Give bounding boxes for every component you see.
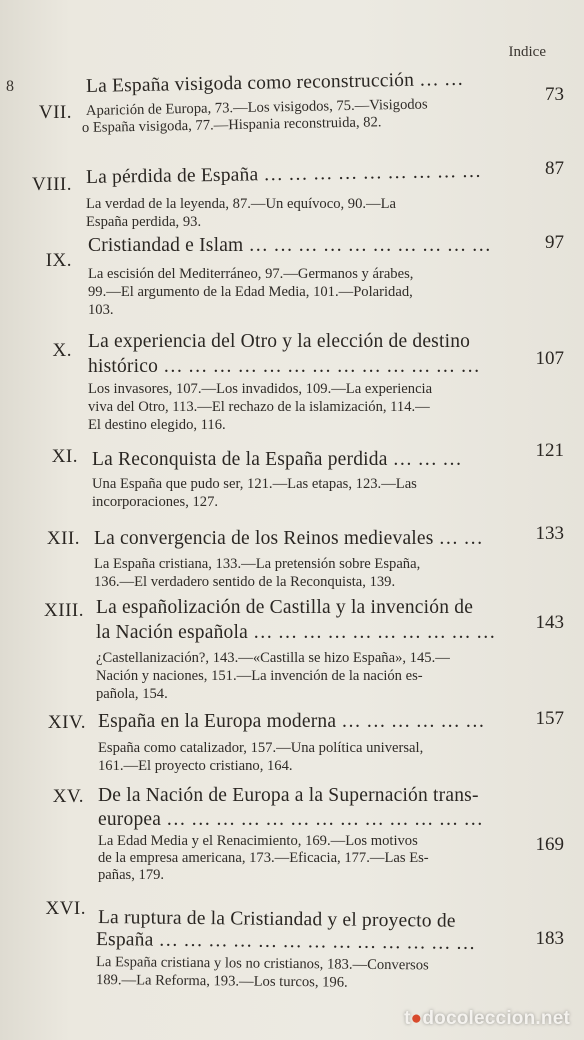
chapter-title: La España visigoda como reconstrucción … … — [85, 68, 464, 97]
chapter-summary-line: El destino elegido, 116. — [88, 417, 226, 433]
chapter-summary-line: Los invasores, 107.—Los invadidos, 109.—La experiencia — [88, 381, 433, 397]
chapter-number: IX. — [45, 250, 72, 271]
chapter-summary-line: 189.—La Reforma, 193.—Los turcos, 196. — [95, 972, 348, 991]
chapter-summary-line: 99.—El argumento de la Edad Media, 101.—Polaridad, — [88, 284, 413, 300]
chapter-summary-line: La verdad de la leyenda, 87.—Un equívoco, 90.—La — [86, 196, 397, 212]
header-index-label: Indice — [508, 44, 546, 60]
chapter-summary-line: España perdida, 93. — [86, 214, 202, 230]
chapter-page: 143 — [535, 612, 564, 633]
chapter-summary-line: España como catalizador, 157.—Una política universal, — [98, 740, 424, 756]
chapter-summary-line: incorporaciones, 127. — [92, 494, 219, 510]
chapter-title: De la Nación de Europa a la Supernación trans- — [98, 785, 479, 806]
chapter-page: 121 — [535, 440, 564, 461]
chapter-page: 73 — [545, 84, 564, 105]
chapter-title: La experiencia del Otro y la elección de destino — [88, 331, 471, 352]
chapter-summary-line: viva del Otro, 113.—El rechazo de la islamización, 114.— — [88, 399, 430, 415]
chapter-page: 107 — [535, 348, 564, 369]
chapter-title-continued: europea … … … … … … … … … … … … … — [98, 809, 484, 830]
chapter-number: VIII. — [32, 174, 72, 195]
chapter-title: La españolización de Castilla y la invención de — [96, 597, 474, 618]
chapter-title-continued: histórico … … … … … … … … … … … … … — [88, 356, 481, 377]
chapter-title: España en la Europa moderna … … … … … … — [98, 711, 485, 732]
chapter-page: 157 — [535, 708, 564, 729]
chapter-title: La ruptura de la Cristiandad y el proyecto de — [97, 907, 456, 932]
chapter-summary-line: La España cristiana, 133.—La pretensión sobre España, — [94, 556, 421, 572]
chapter-summary-line: de la empresa americana, 173.—Eficacia, 177.—Las Es- — [98, 850, 429, 866]
chapter-number: XI. — [51, 446, 78, 467]
chapter-title-continued: España … … … … … … … … … … … … … — [95, 929, 476, 954]
chapter-number: XIV. — [47, 712, 86, 733]
chapter-summary-line: 103. — [88, 302, 114, 318]
chapter-summary-line: Aparición de Europa, 73.—Los visigodos, 75.—Visigodos — [85, 96, 428, 119]
chapter-summary-line: ¿Castellanización?, 143.—«Castilla se hizo España», 145.— — [96, 650, 450, 666]
chapter-number: XIII. — [44, 600, 84, 621]
chapter-page: 183 — [535, 928, 564, 949]
chapter-summary-line: La Edad Media y el Renacimiento, 169.—Los motivos — [98, 833, 418, 849]
chapter-summary-line: La escisión del Mediterráneo, 97.—Germanos y árabes, — [88, 266, 414, 282]
chapter-number: XV. — [52, 786, 84, 807]
chapter-title: La Reconquista de la España perdida … … … — [92, 449, 462, 470]
chapter-summary-line: 136.—El verdadero sentido de la Reconquista, 139. — [94, 574, 396, 590]
chapter-title: La pérdida de España … … … … … … … … … — [85, 160, 482, 188]
chapter-summary-line: 161.—El proyecto cristiano, 164. — [98, 758, 293, 774]
chapter-page: 87 — [545, 158, 564, 179]
watermark-dot-icon: ● — [410, 1008, 423, 1029]
chapter-title-continued: la Nación española … … … … … … … … … … — [96, 622, 496, 643]
chapter-summary-line: o España visigoda, 77.—Hispania reconstruida, 82. — [81, 114, 382, 136]
chapter-summary-line: Una España que pudo ser, 121.—Las etapas, 123.—Las — [92, 476, 417, 492]
chapter-title: La convergencia de los Reinos medievales … … — [94, 528, 484, 549]
chapter-summary-line: pañola, 154. — [96, 686, 168, 702]
chapter-summary-line: pañas, 179. — [98, 867, 165, 883]
chapter-summary-line: Nación y naciones, 151.—La invención de la nación es- — [96, 668, 423, 684]
chapter-title: Cristiandad e Islam … … … … … … … … … … — [88, 235, 492, 256]
chapter-number: XII. — [46, 528, 80, 549]
chapter-number: VII. — [38, 102, 72, 123]
chapter-number: XVI. — [45, 898, 86, 919]
todocoleccion-watermark: t●docoleccion.net — [404, 1008, 570, 1029]
chapter-page: 97 — [545, 232, 564, 253]
chapter-page: 169 — [535, 834, 564, 855]
page-number: 8 — [6, 78, 14, 95]
chapter-page: 133 — [535, 523, 564, 544]
chapter-summary-line: La España cristiana y los no cristianos, 183.—Conversos — [95, 954, 429, 974]
chapter-number: X. — [52, 340, 72, 361]
